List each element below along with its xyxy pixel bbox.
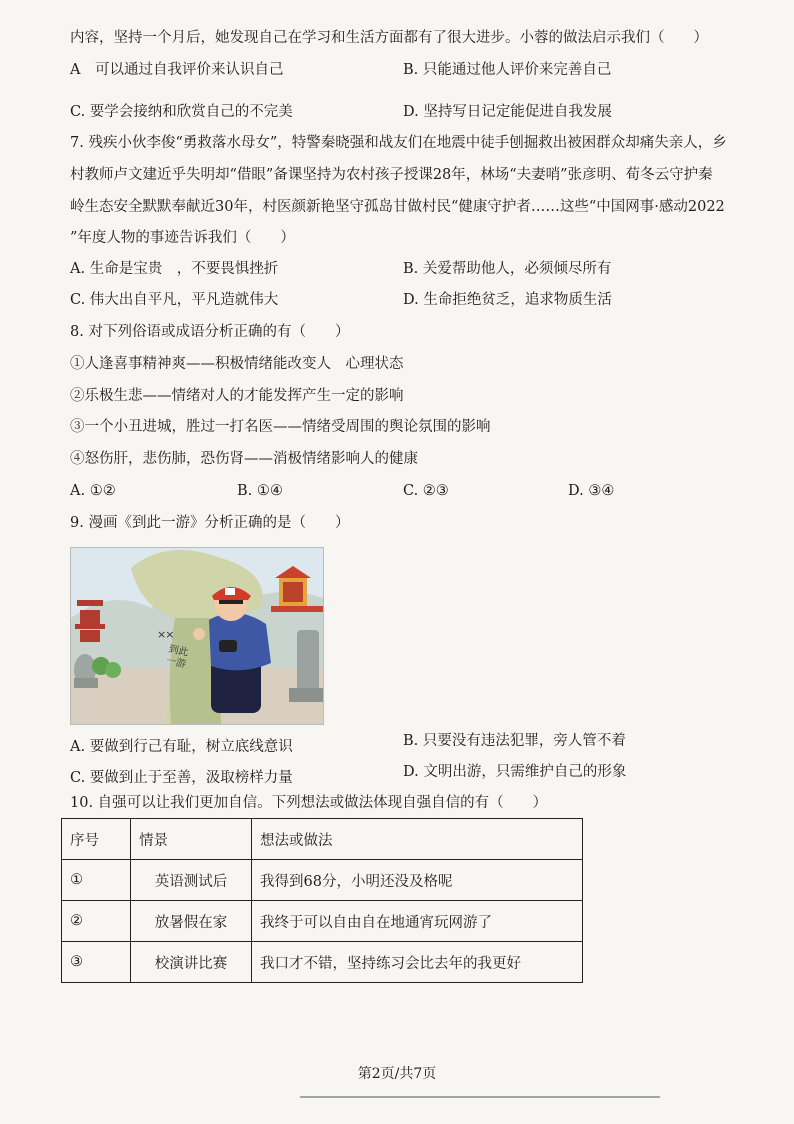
table-cell: 校演讲比赛	[131, 942, 252, 983]
q8-statement-1: ①人逢喜事精神爽——积极情绪能改变人 心理状态	[70, 356, 404, 372]
table-cell: 我得到68分，小明还没及格呢	[252, 860, 583, 901]
q10-table	[61, 818, 583, 983]
q7-stem-line-4: ”年度人物的事迹告诉我们（ ）	[70, 230, 295, 246]
q7-option-a[interactable]: A. 生命是宝贵 ，不要畏惧挫折	[70, 261, 279, 277]
q7-option-b[interactable]: B. 关爱帮助他人，必须倾尽所有	[403, 261, 612, 277]
q10-stem: 10. 自强可以让我们更加自信。下列想法或做法体现自强自信的有（ ）	[70, 795, 548, 811]
q9-option-d[interactable]: D. 文明出游，只需维护自己的形象	[403, 764, 627, 780]
q6-option-d[interactable]: D. 坚持写日记定能促进自我发展	[403, 104, 612, 120]
q9-stem: 9. 漫画《到此一游》分析正确的是（ ）	[70, 515, 350, 531]
table-cell: 我口才不错，坚持练习会比去年的我更好	[252, 942, 583, 983]
q8-statement-2: ②乐极生悲——情绪对人的才能发挥产生一定的影响	[70, 388, 404, 404]
table-header-cell: 情景	[131, 819, 252, 860]
q8-stem: 8. 对下列俗语或成语分析正确的有（ ）	[70, 324, 350, 340]
table-header-row	[62, 819, 583, 860]
q7-stem-line-3: 岭生态安全默默奉献近30年，村医颜新艳坚守孤岛甘做村民“健康守护者……这些“中国网事·感动2022	[70, 199, 725, 215]
table-row	[62, 901, 583, 942]
q6-option-a[interactable]: A 可以通过自我评价来认识自己	[70, 62, 284, 78]
q8-statement-3: ③一个小丑进城，胜过一打名医——情绪受周围的舆论氛围的影响	[70, 419, 491, 435]
table-cell: 英语测试后	[131, 860, 252, 901]
q7-option-c[interactable]: C. 伟大出自平凡，平凡造就伟大	[70, 292, 279, 308]
q8-option-b[interactable]: B. ①④	[237, 483, 283, 499]
table-cell: 放暑假在家	[131, 901, 252, 942]
q6-option-c[interactable]: C. 要学会接纳和欣赏自己的不完美	[70, 104, 293, 120]
table-header-cell: 序号	[62, 819, 131, 860]
table-row	[62, 942, 583, 983]
q8-option-d[interactable]: D. ③④	[568, 483, 615, 499]
bottom-divider	[300, 1096, 660, 1098]
q9-option-a[interactable]: A. 要做到行己有耻，树立底线意识	[70, 739, 293, 755]
q8-statement-4: ④怒伤肝，悲伤肺，恐伤肾——消极情绪影响人的健康	[70, 451, 418, 467]
table-header-cell: 想法或做法	[252, 819, 583, 860]
q8-option-c[interactable]: C. ②③	[403, 483, 449, 499]
cartoon-illustration	[71, 548, 323, 724]
table-cell: ①	[62, 860, 131, 901]
table-row	[62, 860, 583, 901]
q8-option-a[interactable]: A. ①②	[70, 483, 116, 499]
table-cell: 我终于可以自由自在地通宵玩网游了	[252, 901, 583, 942]
table-cell: ③	[62, 942, 131, 983]
q7-stem-line-2: 村教师卢文建近乎失明却“借眼”备课坚持为农村孩子授课28年，林场“夫妻哨”张彦明、荀冬云守护秦	[70, 167, 713, 183]
q9-option-b[interactable]: B. 只要没有违法犯罪，旁人管不着	[403, 733, 626, 749]
q9-option-c[interactable]: C. 要做到止于至善，汲取榜样力量	[70, 770, 293, 786]
page-number: 第2页/共7页	[357, 1066, 437, 1082]
cartoon-marks: ××	[157, 628, 174, 641]
q7-stem-line-1: 7. 残疾小伙李俊“勇救落水母女”，特警秦晓强和战友们在地震中徒手刨掘救出被困群众却痛失亲人，乡	[70, 135, 727, 151]
cartoon-image	[70, 547, 324, 725]
cartoon-graffiti-text: 到此一游	[164, 643, 190, 671]
q7-option-d[interactable]: D. 生命拒绝贫乏，追求物质生活	[403, 292, 612, 308]
q6-option-b[interactable]: B. 只能通过他人评价来完善自己	[403, 62, 612, 78]
q6-stem-continuation: 内容，坚持一个月后，她发现自己在学习和生活方面都有了很大进步。小蓉的做法启示我们（ ）	[70, 30, 708, 46]
table-cell: ②	[62, 901, 131, 942]
